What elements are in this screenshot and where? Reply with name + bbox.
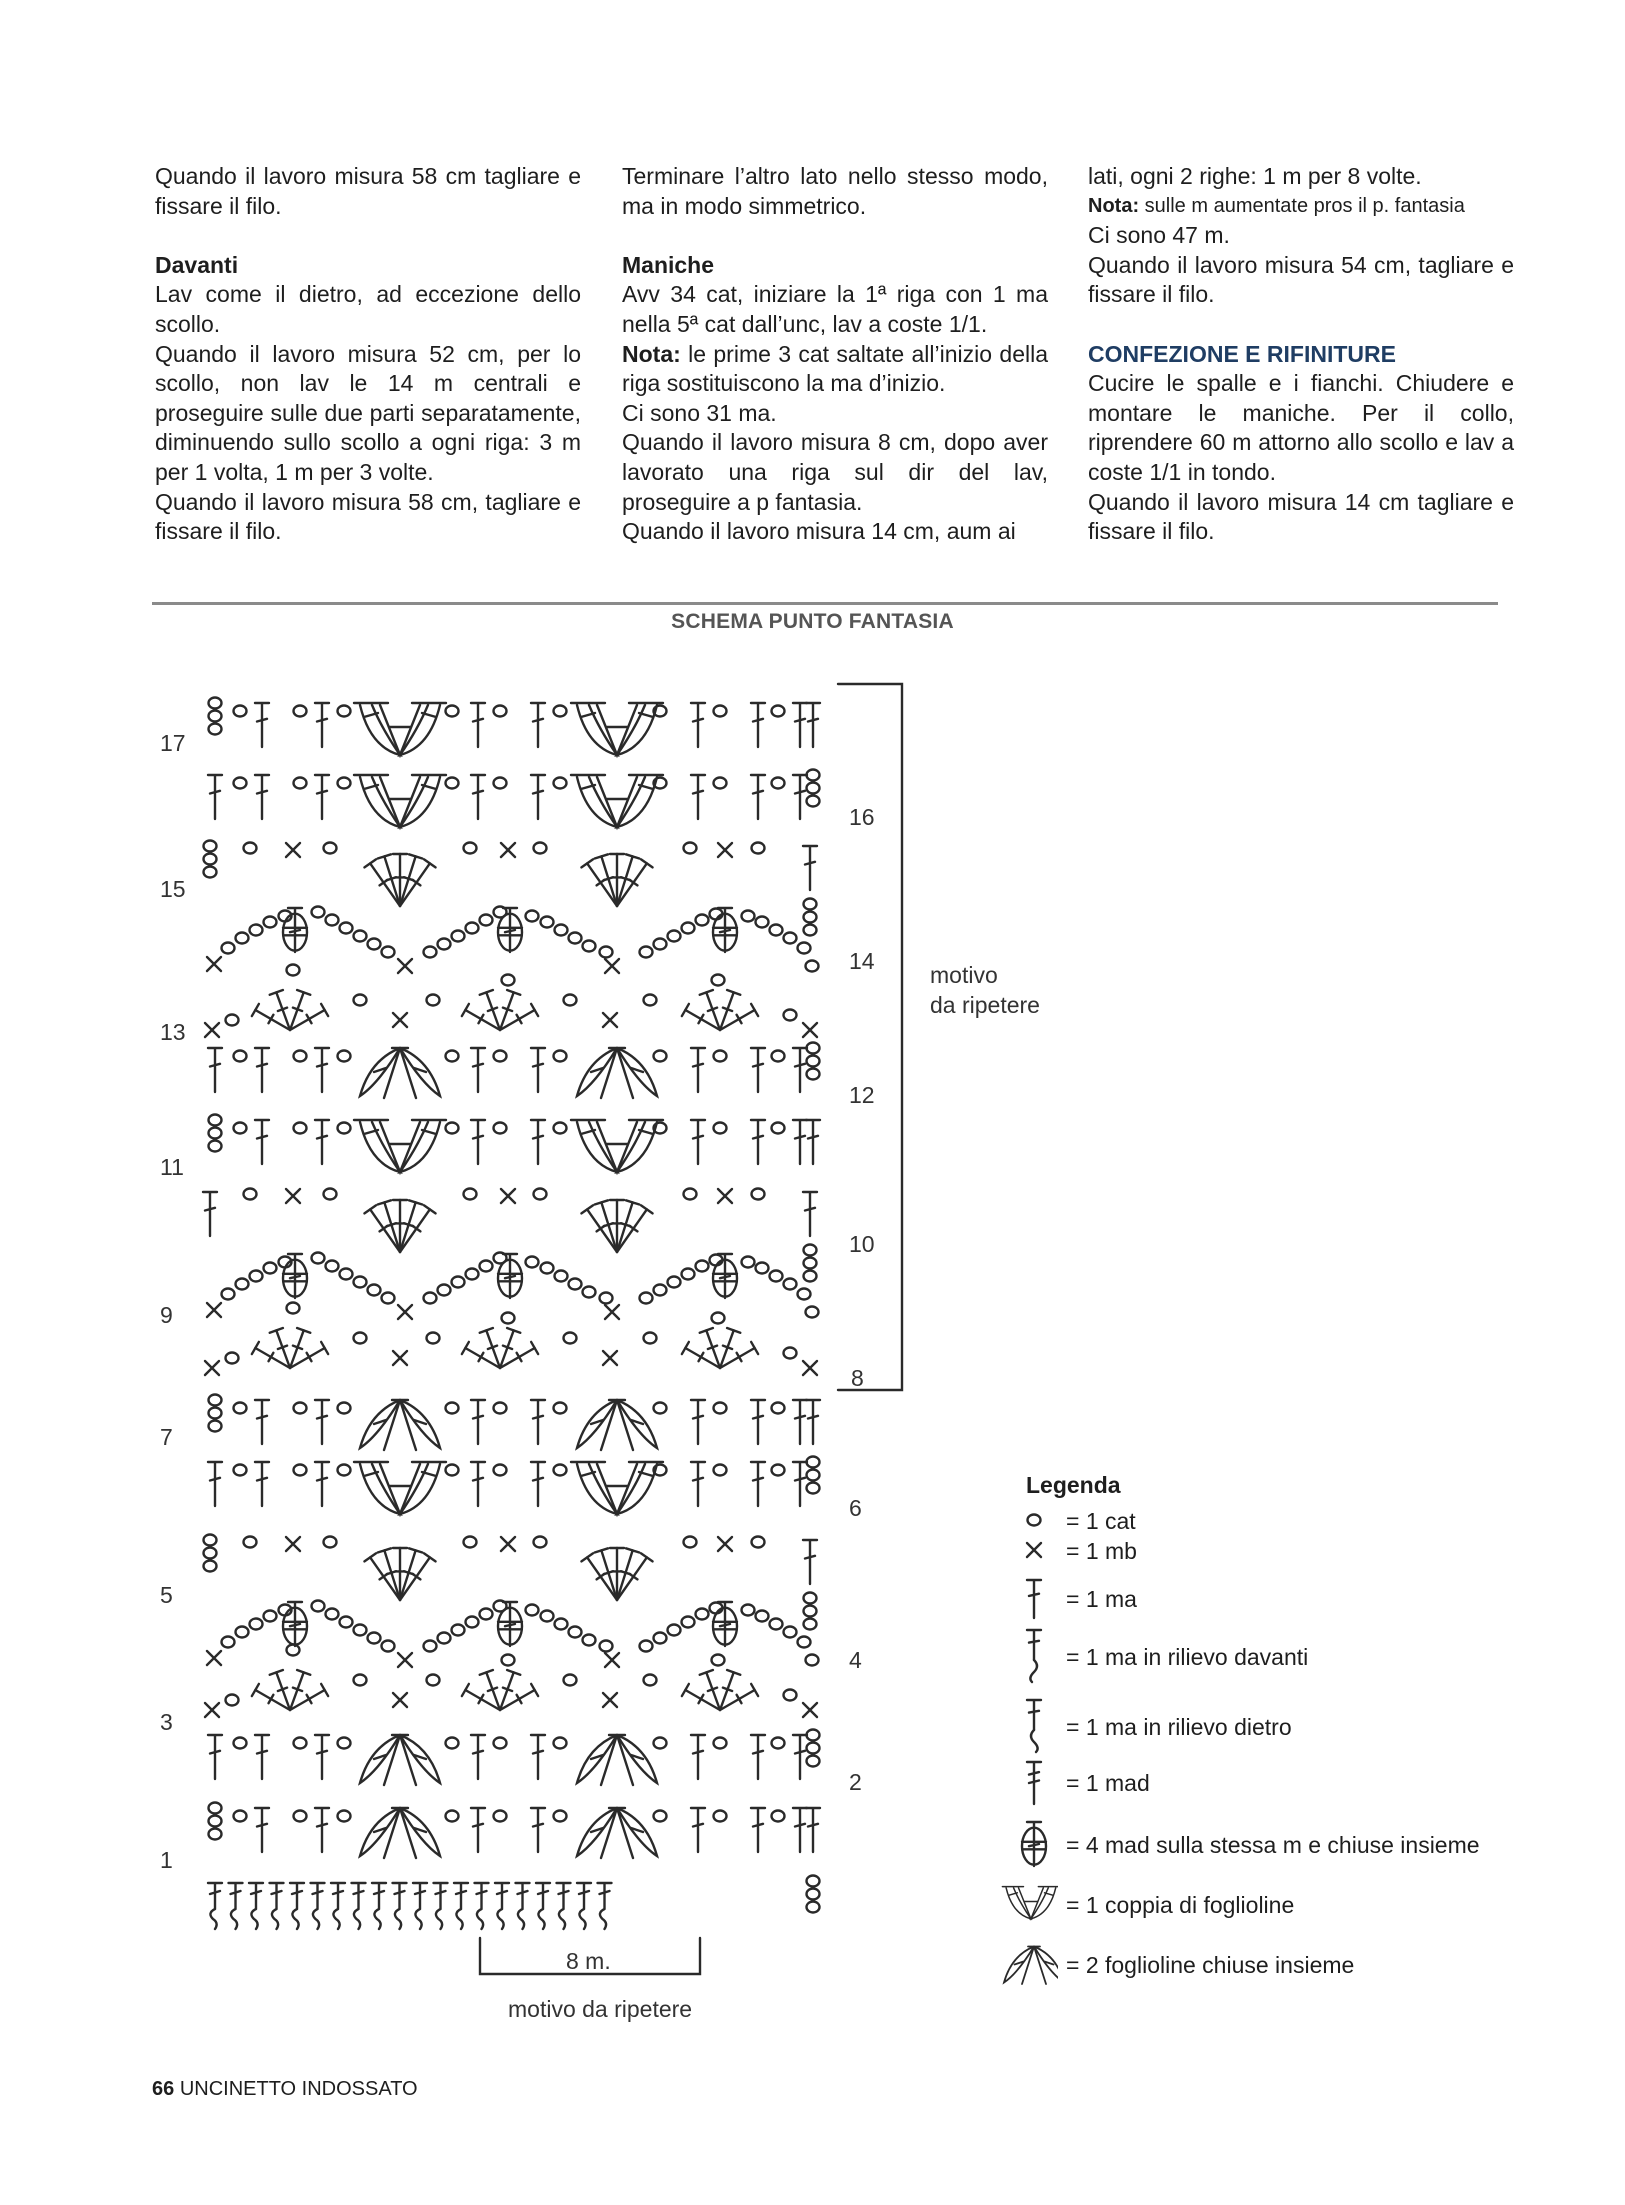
row-number-left-17: 17 (160, 730, 186, 756)
stitch-count-label: 8 m. (566, 1948, 611, 1974)
left-para-0: Quando il lavoro misura 58 cm tagliare e fissare il filo. (155, 163, 581, 219)
chart-row-3-fans (205, 1645, 817, 1718)
left-para-4: Quando il lavoro misura 52 cm, per lo scollo, non lav le 14 m centrali e proseguire sulle due parti separatamente, diminuendo sullo scollo a ogni riga: 3 m per 1 volta, 1 m per 3 volte. (155, 340, 581, 485)
right-para-5: CONFEZIONE E RIFINITURE (1088, 340, 1396, 367)
row-number-left-13: 13 (160, 1019, 186, 1045)
legend-text: = 2 foglioline chiuse insieme (1066, 1952, 1355, 1978)
row-number-right-12: 12 (849, 1082, 875, 1108)
repeat-label-bottom: motivo da ripetere (508, 1996, 693, 2022)
publication-name: UNCINETTO INDOSSATO (179, 2078, 418, 2100)
middle-para-6: Quando il lavoro misura 8 cm, dopo aver lavorato una riga sul dir del lav, proseguire a p fantasia. (622, 429, 1048, 515)
row-number-right-8: 8 (851, 1365, 864, 1391)
row-number-left-1: 1 (160, 1847, 173, 1873)
legend-text: = 4 mad sulla stessa m e chiuse insieme (1066, 1832, 1480, 1858)
middle-para-0: Terminare l’altro lato nello stesso modo, ma in modo simmetrico. (622, 163, 1048, 219)
legend-text: = 1 coppia di foglioline (1066, 1892, 1295, 1918)
page-number: 66 (152, 2078, 175, 2100)
chart-foundation-row (208, 1876, 820, 1930)
note-label: Nota: (1088, 194, 1140, 217)
chart-band-10-9 (203, 1189, 819, 1320)
row-number-right-10: 10 (849, 1231, 875, 1257)
chart-row-13-fans (205, 965, 817, 1038)
legend-text: = 1 ma in rilievo dietro (1066, 1714, 1292, 1740)
chart-row-8-fans (205, 1303, 817, 1376)
legend (1026, 1472, 1480, 1978)
middle-para-3: Avv 34 cat, iniziare la 1ª riga con 1 ma nella 5ª cat dall’unc, lav a coste 1/1. (622, 281, 1048, 337)
legend-text: = 1 ma (1066, 1586, 1137, 1612)
row-number-right-14: 14 (849, 948, 875, 974)
row-number-right-2: 2 (849, 1769, 862, 1795)
right-para-1: Nota: sulle m aumentate pros il p. fantasia (1088, 194, 1465, 217)
page-footer (152, 2078, 418, 2101)
legend-text: = 1 cat (1066, 1508, 1136, 1534)
chart-row-11 (209, 1115, 821, 1173)
left-para-2: Davanti (155, 251, 239, 278)
legend-text: = 1 mb (1066, 1538, 1137, 1564)
middle-para-4: Nota: le prime 3 cat saltate all’inizio della riga sostituiscono la ma d’inizio. (622, 340, 1048, 397)
chart-row-13 (208, 1043, 820, 1099)
chart-row-17 (209, 698, 821, 756)
repeat-label-vertical-2: da ripetere (930, 992, 1040, 1018)
chart-row-6 (208, 1457, 820, 1515)
left-para-3: Lav come il dietro, ad eccezione dello scollo. (155, 281, 581, 337)
row-number-left-9: 9 (160, 1302, 173, 1328)
row-number-right-4: 4 (849, 1647, 862, 1673)
right-para-2: Ci sono 47 m. (1088, 222, 1230, 249)
chart-row-1 (209, 1803, 821, 1859)
chart-band-15-14 (204, 841, 819, 974)
row-number-left-3: 3 (160, 1709, 173, 1735)
middle-para-7: Quando il lavoro misura 14 cm, aum ai (622, 518, 1016, 545)
left-para-5: Quando il lavoro misura 58 cm, tagliare e fissare il filo. (155, 488, 581, 545)
row-number-left-11: 11 (160, 1154, 184, 1180)
repeat-label-vertical-1: motivo (930, 962, 998, 988)
legend-title: Legenda (1026, 1472, 1121, 1498)
middle-para-2: Maniche (622, 251, 715, 278)
chart-row-2 (208, 1730, 820, 1786)
repeat-bracket-vertical (838, 684, 902, 1390)
right-para-3: Quando il lavoro misura 54 cm, tagliare e fissare il filo. (1088, 251, 1514, 308)
row-number-left-15: 15 (160, 876, 186, 902)
row-number-left-5: 5 (160, 1582, 173, 1608)
legend-text: = 1 ma in rilievo davanti (1066, 1644, 1309, 1670)
row-number-left-7: 7 (160, 1424, 173, 1450)
chart-row-16 (208, 770, 820, 828)
row-number-right-16: 16 (849, 804, 875, 830)
note-label: Nota: (622, 340, 681, 367)
legend-text: = 1 mad (1066, 1770, 1150, 1796)
row-number-right-6: 6 (849, 1495, 862, 1521)
schema-title: SCHEMA PUNTO FANTASIA (671, 610, 954, 633)
right-para-6: Cucire le spalle e i fianchi. Chiudere e montare le maniche. Per il collo, riprendere 60 m attorno allo scollo e lav a coste 1/1 in tondo. (1088, 370, 1514, 485)
right-para-0: lati, ogni 2 righe: 1 m per 8 volte. (1088, 163, 1422, 189)
middle-para-5: Ci sono 31 ma. (622, 399, 777, 426)
chart-band-5-4 (204, 1535, 819, 1668)
right-para-7: Quando il lavoro misura 14 cm tagliare e fissare il filo. (1088, 488, 1514, 545)
chart-row-7 (209, 1395, 821, 1451)
